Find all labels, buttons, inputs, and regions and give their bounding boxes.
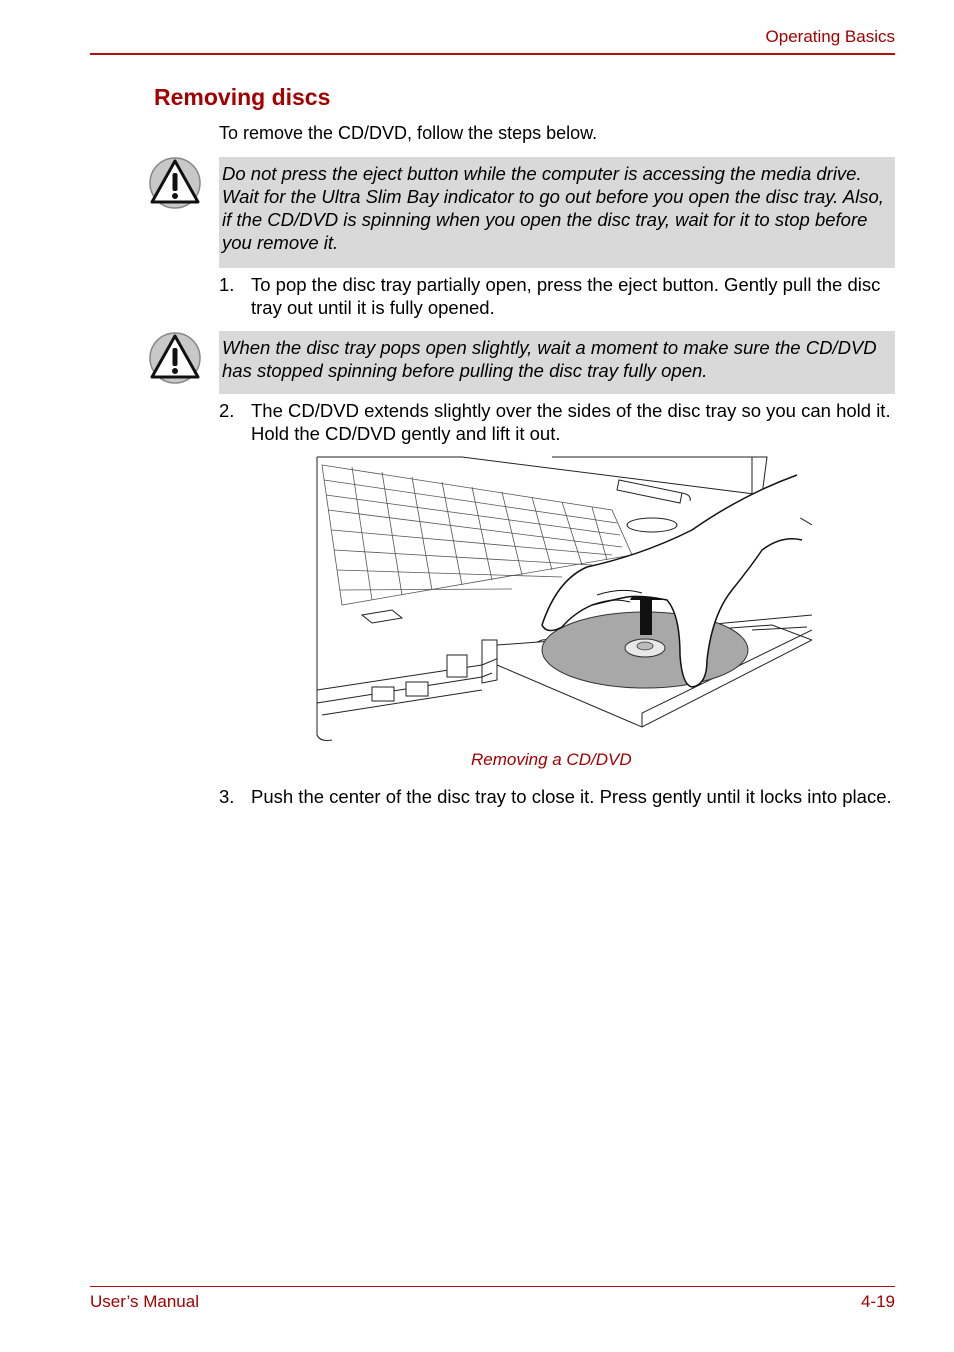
warning-icon xyxy=(148,331,202,385)
step-text: The CD/DVD extends slightly over the sides of the disc tray so you can hold it. Hold the CD/DVD gently and lift it out. xyxy=(251,400,891,444)
section-title: Removing discs xyxy=(154,84,331,110)
step-text: To pop the disc tray partially open, press the eject button. Gently pull the disc tray out until it is fully opened. xyxy=(251,274,881,318)
figure-caption: Removing a CD/DVD xyxy=(471,750,632,769)
warning-note: When the disc tray pops open slightly, wait a moment to make sure the CD/DVD has stopped spinning before pulling the disc tray fully open. xyxy=(219,331,895,394)
footer-manual-title: User’s Manual xyxy=(90,1292,199,1311)
laptop-disc-removal-illustration xyxy=(312,455,812,745)
step-number: 3. xyxy=(219,786,235,807)
page-number: 4-19 xyxy=(860,1292,895,1311)
warning-note: Do not press the eject button while the computer is accessing the media drive. Wait for the Ultra Slim Bay indicator to go out before you open the disc tray. Also, if the CD/DVD is spinning when you open the disc tray, wait for it to stop before you remove it. xyxy=(219,157,895,268)
warning-icon xyxy=(148,156,202,210)
step-number: 2. xyxy=(219,400,235,421)
intro-text: To remove the CD/DVD, follow the steps below. xyxy=(219,123,598,143)
footer-rule xyxy=(90,1286,895,1287)
step-number: 1. xyxy=(219,274,235,295)
step-text: Push the center of the disc tray to close it. Press gently until it locks into place. xyxy=(251,786,892,807)
header-rule xyxy=(90,53,895,55)
running-header: Operating Basics xyxy=(765,27,895,46)
